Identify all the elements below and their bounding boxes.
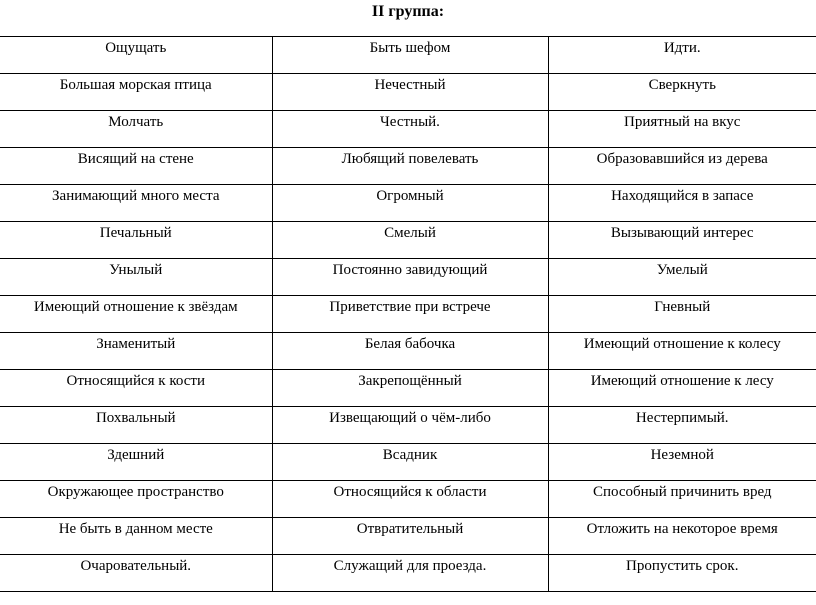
page-title: II группа: <box>371 3 445 20</box>
table-cell: Занимающий много места <box>0 185 272 222</box>
table-cell: Отвратительный <box>272 518 548 555</box>
table-cell: Похвальный <box>0 407 272 444</box>
table-cell: Имеющий отношение к лесу <box>548 370 816 407</box>
table-row <box>0 555 816 592</box>
table-cell: Любящий повелевать <box>272 148 548 185</box>
table-cell: Белая бабочка <box>272 333 548 370</box>
table-cell: Пропустить срок. <box>548 555 816 592</box>
table-cell: Приятный на вкус <box>548 111 816 148</box>
table-cell: Огромный <box>272 185 548 222</box>
table-row <box>0 259 816 296</box>
table-cell: Здешний <box>0 444 272 481</box>
table-row <box>0 481 816 518</box>
word-table-body <box>0 37 816 592</box>
table-cell: Неземной <box>548 444 816 481</box>
table-cell: Вызывающий интерес <box>548 222 816 259</box>
table-cell: Быть шефом <box>272 37 548 74</box>
table-cell: Сверкнуть <box>548 74 816 111</box>
table-cell: Способный причинить вред <box>548 481 816 518</box>
table-cell: Знаменитый <box>0 333 272 370</box>
table-cell: Нестерпимый. <box>548 407 816 444</box>
table-cell: Относящийся к кости <box>0 370 272 407</box>
table-row <box>0 444 816 481</box>
table-cell: Молчать <box>0 111 272 148</box>
table-cell: Ощущать <box>0 37 272 74</box>
table-cell: Гневный <box>548 296 816 333</box>
table-cell: Приветствие при встрече <box>272 296 548 333</box>
table-cell: Висящий на стене <box>0 148 272 185</box>
table-cell: Идти. <box>548 37 816 74</box>
table-row <box>0 222 816 259</box>
table-cell: Очаровательный. <box>0 555 272 592</box>
table-row <box>0 370 816 407</box>
table-cell: Смелый <box>272 222 548 259</box>
table-row <box>0 185 816 222</box>
table-cell: Закрепощённый <box>272 370 548 407</box>
table-cell: Окружающее пространство <box>0 481 272 518</box>
table-row <box>0 37 816 74</box>
table-cell: Большая морская птица <box>0 74 272 111</box>
table-cell: Отложить на некоторое время <box>548 518 816 555</box>
table-row <box>0 74 816 111</box>
table-cell: Не быть в данном месте <box>0 518 272 555</box>
table-row <box>0 407 816 444</box>
table-cell: Находящийся в запасе <box>548 185 816 222</box>
table-cell: Нечестный <box>272 74 548 111</box>
table-cell: Имеющий отношение к колесу <box>548 333 816 370</box>
table-cell: Умелый <box>548 259 816 296</box>
table-row <box>0 333 816 370</box>
table-cell: Образовавшийся из дерева <box>548 148 816 185</box>
table-cell: Всадник <box>272 444 548 481</box>
table-row <box>0 111 816 148</box>
table-cell: Извещающий о чём-либо <box>272 407 548 444</box>
table-row <box>0 296 816 333</box>
table-cell: Относящийся к области <box>272 481 548 518</box>
table-row <box>0 148 816 185</box>
table-cell: Честный. <box>272 111 548 148</box>
table-cell: Постоянно завидующий <box>272 259 548 296</box>
table-cell: Печальный <box>0 222 272 259</box>
table-cell: Унылый <box>0 259 272 296</box>
word-table <box>0 36 816 592</box>
table-row <box>0 518 816 555</box>
table-cell: Имеющий отношение к звёздам <box>0 296 272 333</box>
table-cell: Служащий для проезда. <box>272 555 548 592</box>
